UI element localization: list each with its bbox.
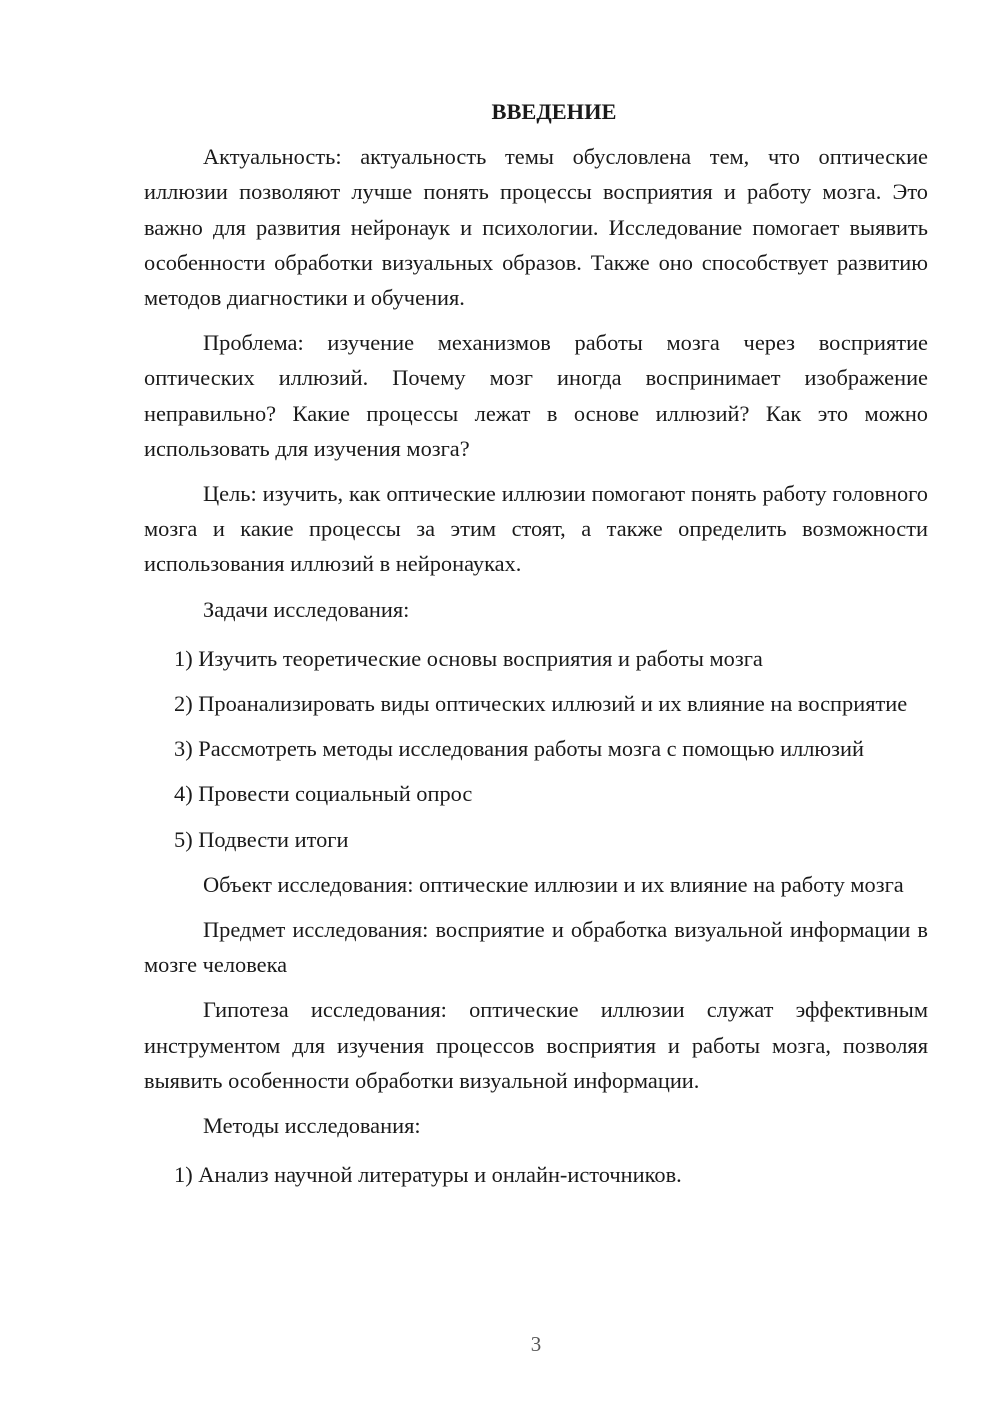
method-item: 1) Анализ научной литературы и онлайн-источников. [174,1162,682,1188]
goal-paragraph: Цель: изучить, как оптические иллюзии помогают понять работу головного мозга и какие процессы за этим стоят, а также определить возможности использования иллюзий в нейронауках. [144,481,928,577]
task-item: 1) Изучить теоретические основы восприятия и работы мозга [174,645,763,671]
object-paragraph: Объект исследования: оптические иллюзии и их влияние на работу мозга [203,871,904,897]
tasks-heading: Задачи исследования: [203,596,410,622]
relevance-paragraph: Актуальность: актуальность темы обусловлена тем, что оптические иллюзии позволяют лучше понять процессы восприятия и работу мозга. Это важно для развития нейронаук и психологии. Исследование помогает выявить особенности обработки визуальных образов. Также оно способствует развитию методов диагностики и обучения. [144,144,928,311]
problem-paragraph: Проблема: изучение механизмов работы мозга через восприятие оптических иллюзий. Почему мозг иногда воспринимает изображение неправильно? Какие процессы лежат в основе иллюзий? Как это можно использовать для изучения мозга? [144,330,928,461]
task-item: 4) Провести социальный опрос [174,781,473,807]
task-item: 5) Подвести итоги [174,826,349,852]
subject-paragraph: Предмет исследования: восприятие и обработка визуальной информации в мозге человека [144,917,928,978]
page-content [144,94,928,1202]
page-number: 3 [530,1332,542,1356]
task-item: 3) Рассмотреть методы исследования работы мозга с помощью иллюзий [174,736,864,762]
methods-heading: Методы исследования: [203,1113,421,1139]
task-item: 2) Проанализировать виды оптических иллюзий и их влияние на восприятие [174,691,908,717]
section-title: ВВЕДЕНИЕ [491,99,617,124]
hypothesis-paragraph: Гипотеза исследования: оптические иллюзии служат эффективным инструментом для изучения процессов восприятия и работы мозга, позволяя выявить особенности обработки визуальной информации. [144,997,928,1093]
